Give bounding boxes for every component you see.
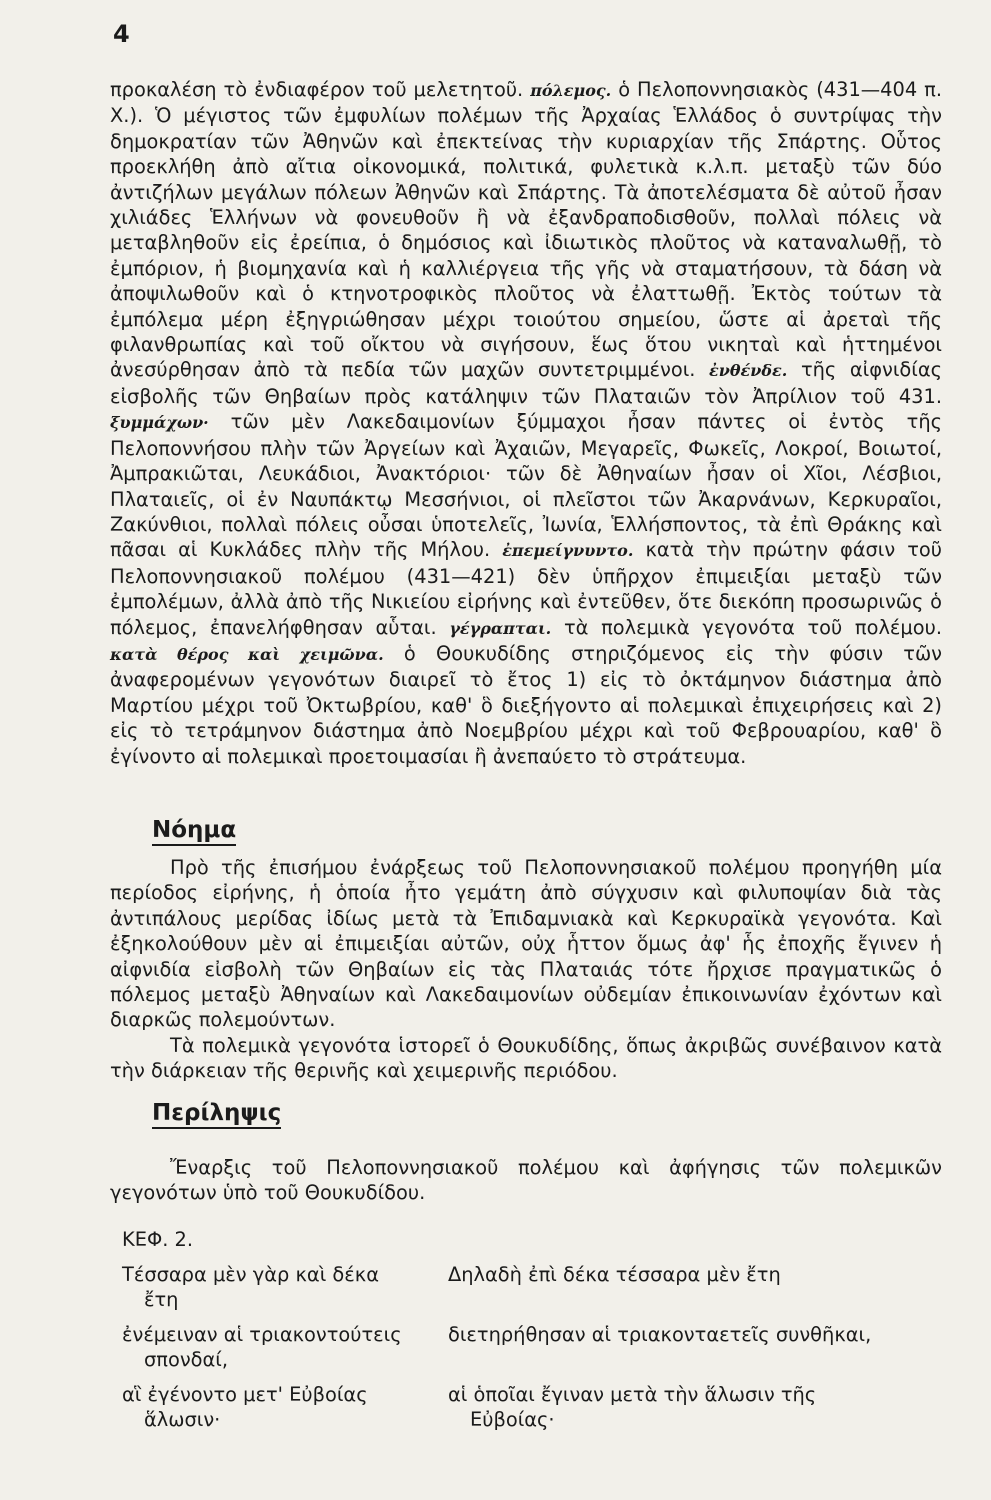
translation-text [444, 1382, 952, 1432]
translation-line: Δηλαδὴ ἐπὶ δέκα τέσσαρα μὲν ἔτη [448, 1263, 781, 1286]
chapter-label: ΚΕΦ. 2. [122, 1228, 194, 1251]
translation-text [444, 1322, 952, 1372]
gloss-term: πόλεμος. [530, 81, 612, 100]
commentary-text [110, 77, 942, 769]
noima-heading: Νόημα [152, 817, 236, 846]
noima-paragraph: Πρὸ τῆς ἐπισήμου ἐνάρξεως τοῦ Πελοποννησιακοῦ πολέμου προηγήθη μία περίοδος εἰρήνης, ἡ ὁποία ἦτο γεμάτη ἀπὸ σύγχυσιν καὶ φιλυποψίαν διὰ τὰς ἀντιπάλους μερίδας ἰδίως μετὰ τὰ Ἐπιδαμνιακὰ καὶ Κερκυραϊκὰ γεγονότα. Καὶ ἐξηκολούθουν μὲν αἱ ἐπιμειξίαι αὐτῶν, οὐχ ἧττον ὅμως ἀφ' ἧς ἐποχῆς ἔγινεν ἡ αἰφνιδία εἰσβολὴ τῶν Θηβαίων εἰς τὰς Πλαταιάς τότε ἤρχισε πραγματικῶς ὁ πόλεμος μεταξὺ Ἀθηναίων καὶ Λακεδαιμονίων οὐδεμίαν ἐπικοινωνίαν ἐχόντων καὶ διαρκῶς πολεμούντων. [110, 856, 942, 1032]
translation-line: διετηρήθησαν αἱ τριακονταετεῖς συνθῆκαι, [448, 1323, 872, 1346]
commentary-segment: κατὰ τὴν πρώτην φάσιν τοῦ Πελοποννησιακοῦ πολέμου (431—421) δὲν ὑπῆρχον ἐπιμειξίαι μεταξὺ τῶν ἐμπολέμων, ἀλλὰ ἀπὸ τῆς Νικιείου εἰρήνης καὶ ἐντεῦθεν, ὅτε διεκόπη προσωρινῶς ὁ πόλεμος, ἐπανελήφθησαν αὗται. [110, 538, 942, 639]
original-line: αἳ ἐγένοντο μετ' Εὐβοίας [122, 1383, 368, 1406]
gloss-term: ξυμμάχων· [110, 413, 209, 433]
page-number: 4 [113, 20, 130, 48]
gloss-term: ἐνθένδε. [709, 361, 788, 381]
noima-paragraph: Τὰ πολεμικὰ γεγονότα ἱστορεῖ ὁ Θουκυδίδης, ὅπως ἀκριβῶς συνέβαινον κατὰ τὴν διάρκειαν τῆς θερινῆς καὶ χειμερινῆς περιόδου. [110, 1033, 942, 1083]
parallel-translation [122, 1262, 952, 1442]
original-text [122, 1322, 444, 1372]
translation-line: αἱ ὁποῖαι ἔγιναν μετὰ τὴν ἅλωσιν τῆς [448, 1383, 817, 1406]
perilipsis-heading: Περίληψις [152, 1100, 281, 1129]
translation-line: Εὐβοίας· [470, 1408, 555, 1431]
commentary-segment: τῶν μὲν Λακεδαιμονίων ξύμμαχοι ἦσαν πάντες οἱ ἐντὸς τῆς Πελοποννήσου πλὴν τῶν Ἀργείων καὶ Ἀχαιῶν, Μεγαρεῖς, Φωκεῖς, Λοκροί, Βοιωτοί, Ἀμπρακιῶται, Λευκάδιοι, Ἀνακτόριοι· τῶν δὲ Ἀθηναίων ἦσαν οἱ Χῖοι, Λέσβιοι, Πλαταιεῖς, οἱ ἐν Ναυπάκτῳ Μεσσήνιοι, οἱ πλεῖστοι τῶν Ἀκαρνάνων, Κερκυραῖοι, Ζακύνθιοι, πολλαὶ πόλεις οὖσαι ὑποτελεῖς, Ἰωνία, Ἑλλήσποντος, τὰ ἐπὶ Θράκης καὶ πᾶσαι αἱ Κυκλάδες πλὴν τῆς Μήλου. [110, 410, 942, 562]
perilipsis-section [110, 1155, 942, 1206]
parallel-row [122, 1382, 952, 1432]
perilipsis-paragraph: Ἔναρξις τοῦ Πελοποννησιακοῦ πολέμου καὶ ἀφήγησις τῶν πολεμικῶν γεγονότων ὑπὸ τοῦ Θουκυδίδου. [110, 1156, 942, 1205]
original-line: σπονδαί, [144, 1348, 229, 1371]
gloss-term: κατὰ θέρος καὶ χειμῶνα. [110, 644, 384, 664]
commentary-segment: προκαλέση τὸ ἐνδιαφέρον τοῦ μελετητοῦ. [110, 78, 524, 101]
noima-section [110, 855, 942, 1084]
gloss-term: ἐπεμείγνυντο. [502, 541, 634, 561]
original-line: ἐνέμειναν αἱ τριακοντούτεις [122, 1323, 402, 1346]
original-line: ἔτη [144, 1288, 179, 1311]
original-text [122, 1262, 444, 1312]
parallel-row [122, 1322, 952, 1372]
original-line: ἅλωσιν· [144, 1408, 221, 1431]
original-text [122, 1382, 444, 1432]
commentary-segment: ὁ Πελοποννησιακὸς (431—404 π. Χ.). Ὁ μέγιστος τῶν ἐμφυλίων πολέμων τῆς Ἀρχαίας Ἑλλάδος ὁ συντρίψας τὴν δημοκρατίαν τῶν Ἀθηνῶν καὶ ἐπεκτείνας τὴν κυριαρχίαν τῆς Σπάρτης. Οὗτος προεκλήθη ἀπὸ αἴτια οἰκονομικά, πολιτικά, φυλετικὰ κ.λ.π. μεταξὺ τῶν δύο ἀντιζήλων μεγάλων πόλεων Ἀθηνῶν καὶ Σπάρτης. Τὰ ἀποτελέσματα δὲ αὐτοῦ ἦσαν χιλιάδες Ἑλλήνων νὰ φονευθοῦν ἢ νὰ ἐξανδραποδισθοῦν, πολλαὶ πόλεις νὰ μεταβληθοῦν εἰς ἐρείπια, ὁ δημόσιος καὶ ἰδιωτικὸς πλοῦτος νὰ καταναλωθῇ, τὸ ἐμπόριον, ἡ βιομηχανία καὶ ἡ καλλιέργεια τῆς γῆς νὰ σταματήσουν, τὰ δάση νὰ ἀποψιλωθοῦν καὶ ὁ κτηνοτροφικὸς πλοῦτος νὰ ἐλαττωθῇ. Ἐκτὸς τούτων τὰ ἐμπόλεμα μέρη ἐξηγριώθησαν μέχρι τοιούτου σημείου, ὥστε αἱ ἀρεταὶ τῆς φιλανθρωπίας καὶ τοῦ οἴκτου νὰ σιγήσουν, ἕως ὅτου νικηταὶ καὶ ἡττημένοι ἀνεσύρθησαν ἀπὸ τὰ πεδία τῶν μαχῶν συντετριμμένοι. [110, 78, 943, 382]
gloss-term: γέγραπται. [449, 618, 552, 638]
commentary-segment: τῆς αἰφνιδίας εἰσβολῆς τῶν Θηβαίων πρὸς κατάληψιν τῶν Πλαταιῶν τὸν Ἀπρίλιον τοῦ 431. [110, 358, 943, 408]
parallel-row [122, 1262, 952, 1312]
commentary-segment: τὰ πολεμικὰ γεγονότα τοῦ πολέμου. [563, 615, 942, 639]
commentary-segment: ὁ Θουκυδίδης στηριζόμενος εἰς τὴν φύσιν τῶν ἀναφερομένων γεγονότων διαιρεῖ τὸ ἔτος 1) εἰς τὸ ὀκτάμηνον διάστημα ἀπὸ Μαρτίου μέχρι τοῦ Ὀκτωβρίου, καθ' ὃ διεξήγοντο αἱ πολεμικαὶ ἐπιχειρήσεις καὶ 2) εἰς τὸ τετράμηνον διάστημα ἀπὸ Νοεμβρίου μέχρι καὶ τοῦ Φεβρουαρίου, καθ' ὃ ἐγίνοντο αἱ πολεμικαὶ προετοιμασίαι ἢ ἀνεπαύετο τὸ στράτευμα. [110, 641, 943, 768]
translation-text [444, 1262, 952, 1312]
original-line: Τέσσαρα μὲν γὰρ καὶ δέκα [122, 1263, 379, 1286]
